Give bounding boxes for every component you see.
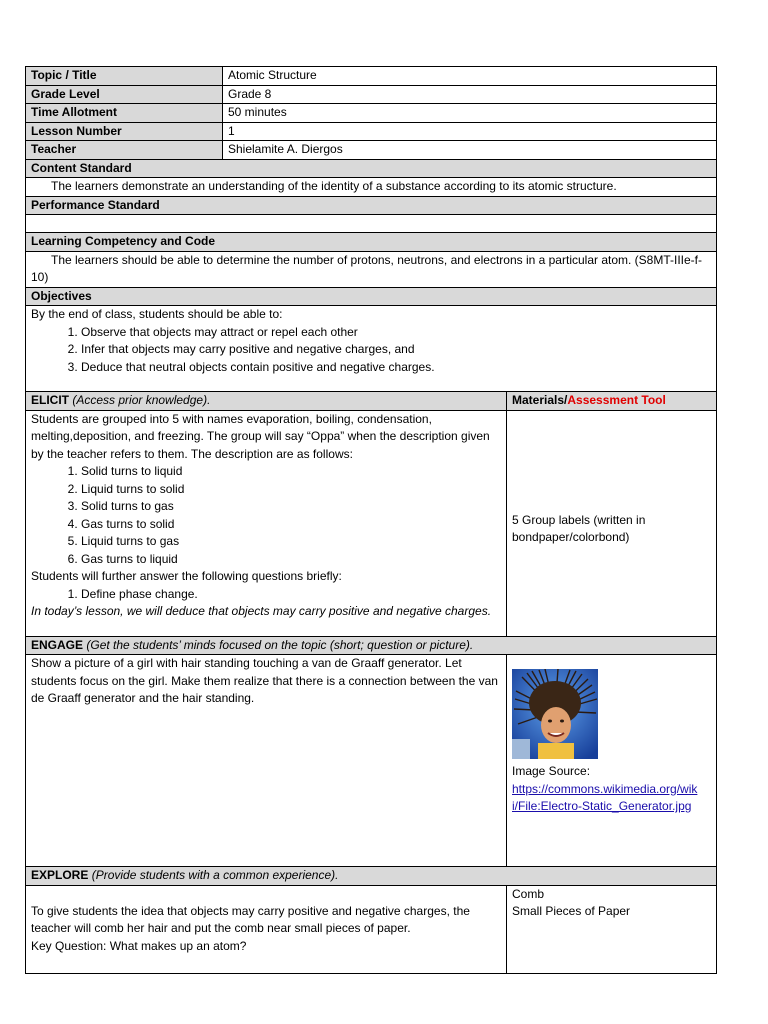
teacher-row bbox=[26, 141, 717, 160]
elicit-item: 5. Liquid turns to gas bbox=[81, 533, 501, 551]
lesson-plan-document bbox=[25, 66, 716, 974]
time-label: Time Allotment bbox=[26, 104, 223, 123]
content-standard-text: The learners demonstrate an understanding of the identity of a substance according to its atomic structure. bbox=[26, 178, 717, 197]
objectives-list bbox=[31, 324, 711, 377]
elicit-heading-row bbox=[26, 392, 717, 411]
engage-row bbox=[26, 655, 717, 867]
elicit-item: 1. Solid turns to liquid bbox=[81, 463, 501, 481]
explore-materials bbox=[507, 885, 717, 973]
engage-text: Show a picture of a girl with hair standing touching a van de Graaff generator. Let students focus on the girl. Make them realize that there is a connection between the van de Graaff generator and the hair standing. bbox=[31, 656, 498, 705]
explore-material-comb: Comb bbox=[512, 886, 545, 901]
explore-cell bbox=[26, 885, 507, 973]
elicit-closing: In today’s lesson, we will deduce that objects may carry positive and negative charges. bbox=[31, 604, 492, 618]
performance-standard-heading-row bbox=[26, 196, 717, 215]
grade-row bbox=[26, 85, 717, 104]
content-standard-heading-row bbox=[26, 159, 717, 178]
lesson-value: 1 bbox=[223, 122, 717, 141]
time-row bbox=[26, 104, 717, 123]
image-source-link-wrap bbox=[512, 781, 702, 816]
elicit-materials bbox=[507, 410, 717, 636]
elicit-list bbox=[31, 463, 501, 568]
engage-heading-row bbox=[26, 636, 717, 655]
girl-hair-standing-picture bbox=[512, 669, 598, 759]
competency-row bbox=[26, 251, 717, 287]
explore-text: To give students the idea that objects may carry positive and negative charges, the teacher will comb her hair and put the comb near small pieces of paper. bbox=[31, 903, 470, 935]
objective-item: 2. Infer that objects may carry positive and negative charges, and bbox=[81, 341, 711, 359]
objectives-heading-row bbox=[26, 287, 717, 306]
materials-heading: Materials/Assessment Tool bbox=[507, 392, 717, 411]
explore-heading-row bbox=[26, 867, 717, 886]
elicit-materials-text: 5 Group labels (written in bondpaper/colorbond) bbox=[512, 512, 646, 544]
elicit-heading: ELICIT (Access prior knowledge). bbox=[26, 392, 507, 411]
grade-label: Grade Level bbox=[26, 85, 223, 104]
topic-label: Topic / Title bbox=[26, 67, 223, 86]
topic-value: Atomic Structure bbox=[223, 67, 717, 86]
elicit-text: Students are grouped into 5 with names evaporation, boiling, condensation, melting,deposition, and freezing. The group will say “Oppa” when the description given by the teacher refers to them. The description are as follows: bbox=[31, 411, 490, 461]
elicit-questions bbox=[31, 586, 501, 604]
content-standard-row bbox=[26, 178, 717, 197]
content-standard-heading: Content Standard bbox=[26, 159, 717, 178]
explore-material-paper: Small Pieces of Paper bbox=[512, 904, 631, 918]
performance-standard-text bbox=[26, 215, 717, 233]
time-value: 50 minutes bbox=[223, 104, 717, 123]
explore-heading: EXPLORE (Provide students with a common experience). bbox=[26, 867, 717, 886]
lesson-label: Lesson Number bbox=[26, 122, 223, 141]
competency-heading: Learning Competency and Code bbox=[26, 233, 717, 252]
elicit-row bbox=[26, 410, 717, 636]
competency-heading-row bbox=[26, 233, 717, 252]
elicit-item: 4. Gas turns to solid bbox=[81, 516, 501, 534]
image-source-label: Image Source: bbox=[512, 764, 591, 778]
performance-standard-row bbox=[26, 215, 717, 233]
elicit-question: 1. Define phase change. bbox=[81, 586, 501, 604]
elicit-item: 3. Solid turns to gas bbox=[81, 498, 501, 516]
engage-materials bbox=[507, 655, 717, 867]
teacher-label: Teacher bbox=[26, 141, 223, 160]
objective-item: 1. Observe that objects may attract or repel each other bbox=[81, 324, 711, 342]
explore-key-question: Key Question: What makes up an atom? bbox=[31, 938, 247, 953]
image-source-link[interactable]: https://commons.wikimedia.org/wiki/File:Electro-Static_Generator.jpg bbox=[512, 781, 698, 813]
engage-cell bbox=[26, 655, 507, 867]
topic-row bbox=[26, 67, 717, 86]
objectives-cell bbox=[26, 306, 717, 392]
explore-row bbox=[26, 885, 717, 973]
elicit-item: 6. Gas turns to liquid bbox=[81, 551, 501, 569]
elicit-item: 2. Liquid turns to solid bbox=[81, 481, 501, 499]
objectives-heading: Objectives bbox=[26, 287, 717, 306]
engage-heading: ENGAGE (Get the students’ minds focused on the topic (short; question or picture). bbox=[26, 636, 717, 655]
competency-text: The learners should be able to determine the number of protons, neutrons, and electrons in a particular atom. (S8MT-IIIe-f-10) bbox=[26, 251, 717, 287]
elicit-further: Students will further answer the following questions briefly: bbox=[31, 569, 342, 583]
grade-value: Grade 8 bbox=[223, 85, 717, 104]
lesson-row bbox=[26, 122, 717, 141]
girl-hair-standing-image bbox=[512, 669, 598, 759]
elicit-cell bbox=[26, 410, 507, 636]
lesson-plan-table bbox=[25, 66, 717, 974]
objectives-intro: By the end of class, students should be able to: bbox=[31, 307, 283, 321]
objectives-row bbox=[26, 306, 717, 392]
objective-item: 3. Deduce that neutral objects contain positive and negative charges. bbox=[81, 359, 711, 377]
performance-standard-heading: Performance Standard bbox=[26, 196, 717, 215]
teacher-value: Shielamite A. Diergos bbox=[223, 141, 717, 160]
